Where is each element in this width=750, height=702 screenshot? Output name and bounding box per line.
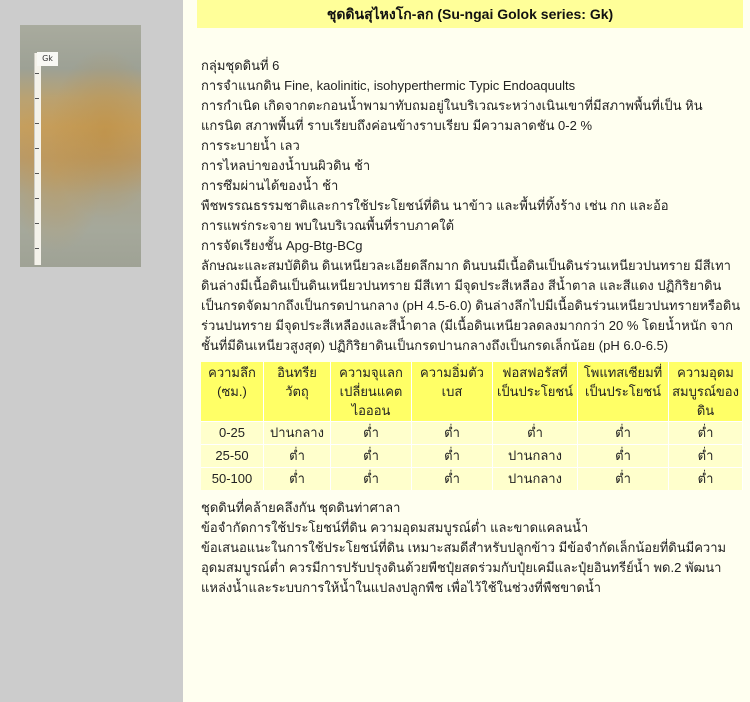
table-cell: ปานกลาง	[493, 444, 578, 467]
table-cell: ต่ำ	[331, 467, 412, 490]
column-header: ฟอสฟอรัสที่เป็นประโยชน์	[493, 362, 578, 421]
column-header: ความอิ่มตัวเบส	[412, 362, 493, 421]
table-row	[201, 421, 743, 444]
table-cell: ต่ำ	[493, 421, 578, 444]
note-line: ชุดดินที่คล้ายคลึงกัน ชุดดินท่าศาลา	[201, 500, 401, 515]
table-cell: ต่ำ	[578, 467, 669, 490]
note-line: ข้อเสนอแนะในการใช้ประโยชน์ที่ดิน เหมาะสมดีสำหรับปลูกข้าว มีข้อจำกัดเล็กน้อยที่ดินมีความอุดมสมบูรณ์ต่ำ ควรมีการปรับปรุงดินด้วยพืชปุ๋ยสดร่วมกับปุ๋ยเคมีและปุ๋ยอินทรีย์น้ำ พด.2 พัฒนาแหล่งน้ำและระบบการให้น้ำในแปลงปลูกพืช เพื่อไว้ใช้ในช่วงที่พืชขาดน้ำ	[201, 540, 727, 595]
column-header: ความจุแลกเปลี่ยนแคตไอออน	[331, 362, 412, 421]
description-line: ลักษณะและสมบัติดิน ดินเหนียวละเอียดลึกมาก ดินบนมีเนื้อดินเป็นดินร่วนเหนียวปนทราย มีสีเทา ดินล่างมีเนื้อดินเป็นดินเหนียวปนทราย มีสีเทา มีจุดประสีเหลือง สีน้ำตาล และสีแดง ปฏิกิริยาดินเป็นกรดจัดมากถึงเป็นกรดปานกลาง (pH 4.5-6.0) ดินล่างลึกไปมีเนื้อดินร่วนเหนียวปนทรายหรือดินร่วนปนทราย มีจุดประสีเหลืองและสีน้ำตาล (มีเนื้อดินเหนียวลดลงมากกว่า 20 % โดยน้ำหนัก จากชั้นที่มีดินเหนียวสูงสุด) ปฏิกิริยาดินเป็นกรดปานกลางถึงเป็นกรดเล็กน้อย (pH 6.0-6.5)	[201, 258, 741, 353]
description-line: การซึมผ่านได้ของน้ำ ช้า	[201, 178, 339, 193]
table-cell: ต่ำ	[331, 421, 412, 444]
description-line: การไหลบ่าของน้ำบนผิวดิน ช้า	[201, 158, 371, 173]
table-cell: ต่ำ	[412, 421, 493, 444]
table-cell: ต่ำ	[331, 444, 412, 467]
description-line: การระบายน้ำ เลว	[201, 138, 300, 153]
table-row	[201, 444, 743, 467]
table-cell: ปานกลาง	[493, 467, 578, 490]
column-header: ความอุดมสมบูรณ์ของดิน	[669, 362, 743, 421]
description-line: การกำเนิด เกิดจากตะกอนน้ำพามาทับถมอยู่ในบริเวณระหว่างเนินเขาที่มีสภาพพื้นที่เป็น หินแกรนิต สภาพพื้นที่ ราบเรียบถึงค่อนข้างราบเรียบ มีความลาดชัน 0-2 %	[201, 98, 703, 133]
table-header-row	[201, 362, 743, 421]
main-content	[201, 56, 743, 598]
measuring-tape	[34, 53, 41, 265]
column-header: โพแทสเซียมที่เป็นประโยชน์	[578, 362, 669, 421]
description-line: การจำแนกดิน Fine, kaolinitic, isohyperthermic Typic Endoaquults	[201, 78, 576, 93]
table-cell: ต่ำ	[264, 467, 331, 490]
table-cell: ต่ำ	[412, 467, 493, 490]
description-line: การแพร่กระจาย พบในบริเวณพื้นที่ราบภาคใต้	[201, 218, 455, 233]
table-cell: ต่ำ	[578, 444, 669, 467]
table-cell: ต่ำ	[669, 444, 743, 467]
soil-notes	[201, 498, 743, 598]
table-cell: ต่ำ	[578, 421, 669, 444]
table-cell: ปานกลาง	[264, 421, 331, 444]
table-cell: 0-25	[201, 421, 264, 444]
soil-properties-table	[201, 362, 743, 490]
description-line: กลุ่มชุดดินที่ 6	[201, 58, 280, 73]
column-header: ความลึก (ซม.)	[201, 362, 264, 421]
table-cell: ต่ำ	[669, 421, 743, 444]
page-title: ชุดดินสุไหงโก-ลก (Su-ngai Golok series: Gk)	[197, 0, 743, 28]
table-cell: 50-100	[201, 467, 264, 490]
table-cell: 25-50	[201, 444, 264, 467]
table-cell: ต่ำ	[669, 467, 743, 490]
table-cell: ต่ำ	[264, 444, 331, 467]
table-cell: ต่ำ	[412, 444, 493, 467]
description-line: การจัดเรียงชั้น Apg-Btg-BCg	[201, 238, 363, 253]
photo-tag: Gk	[37, 52, 58, 66]
left-sidebar	[0, 0, 183, 702]
note-line: ข้อจำกัดการใช้ประโยชน์ที่ดิน ความอุดมสมบูรณ์ต่ำ และขาดแคลนน้ำ	[201, 520, 589, 535]
soil-profile-photo	[20, 25, 141, 267]
column-header: อินทรียวัตถุ	[264, 362, 331, 421]
table-row	[201, 467, 743, 490]
description-line: พืชพรรณธรรมชาติและการใช้ประโยชน์ที่ดิน นาข้าว และพื้นที่ทิ้งร้าง เช่น กก และอ้อ	[201, 198, 669, 213]
